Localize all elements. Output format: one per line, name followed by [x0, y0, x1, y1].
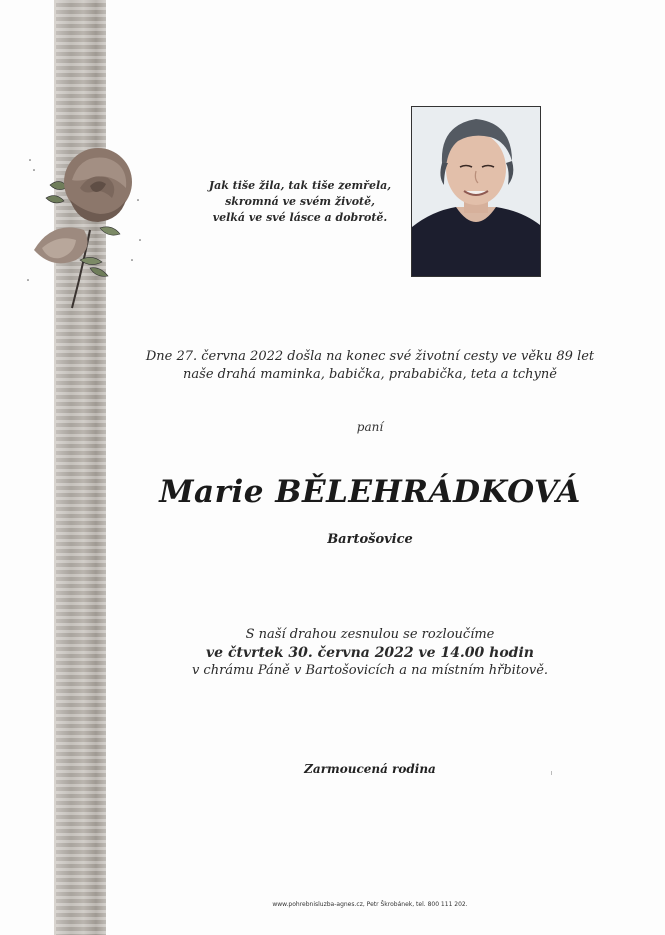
deceased-place: Bartošovice — [327, 532, 413, 547]
quote-line: skromná ve svém životě, — [225, 195, 375, 208]
portrait-photo — [411, 106, 541, 277]
footer-contact: www.pohrebnisluzba-agnes.cz, Petr Škrobánek, tel. 800 111 202. — [272, 901, 468, 908]
announcement-line: Dne 27. června 2022 došla na konec své životní cesty ve věku 89 let — [145, 349, 595, 364]
quote-line: Jak tiše žila, tak tiše zemřela, — [208, 179, 392, 192]
quote — [190, 178, 410, 226]
farewell-location: v chrámu Páně v Bartošovicích a na místním hřbitově. — [191, 663, 549, 678]
quote-line: velká ve své lásce a dobrotě. — [212, 211, 388, 224]
signature: Zarmoucená rodina — [304, 762, 436, 776]
farewell-date: ve čtvrtek 30. června 2022 ve 14.00 hodin — [206, 645, 534, 661]
farewell-details — [120, 626, 620, 680]
death-announcement — [120, 348, 620, 384]
honorific: paní — [356, 420, 384, 434]
scan-mark — [551, 771, 552, 775]
farewell-line: S naší drahou zesnulou se rozloučíme — [245, 627, 495, 642]
announcement-line: naše drahá maminka, babička, prababička, teta a tchyně — [183, 367, 557, 382]
rose-icon — [20, 140, 150, 310]
deceased-name: Marie BĚLEHRÁDKOVÁ — [159, 474, 581, 510]
